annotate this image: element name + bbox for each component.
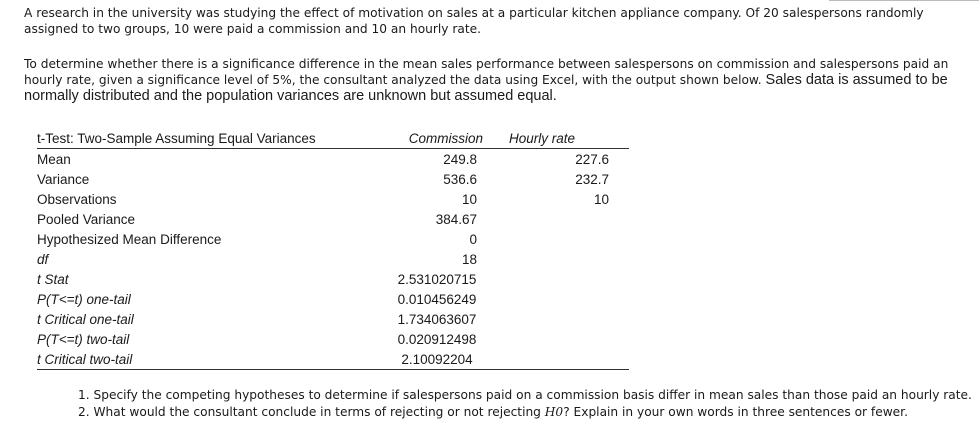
table-row (37, 269, 629, 289)
hourly-value (485, 329, 629, 349)
row-label: t Critical two-tail (37, 351, 133, 367)
question-1: 1. Specify the competing hypotheses to determine if salespersons paid on a commission basis differ in mean sales than those paid an hourly rate. (78, 388, 972, 402)
table-row (37, 349, 629, 370)
table-row (37, 169, 629, 189)
table-row (37, 329, 629, 349)
commission-value: 0.010456249 (397, 291, 477, 307)
table-row (37, 249, 629, 269)
hourly-value (485, 209, 629, 229)
commission-value: 2.10092204 (401, 351, 473, 367)
null-hypothesis-symbol: H0 (544, 405, 564, 419)
row-label: P(T<=t) one-tail (37, 291, 131, 307)
row-label: Observations (37, 191, 117, 207)
column-header-hourly-rate: Hourly rate (509, 130, 576, 146)
method-paragraph (24, 56, 969, 104)
hourly-value (485, 289, 629, 309)
hourly-value: 10 (593, 191, 609, 207)
row-label: Variance (37, 171, 90, 187)
question-2 (78, 404, 968, 421)
table-title: t-Test: Two-Sample Assuming Equal Variances (37, 130, 316, 146)
hourly-value (485, 349, 629, 370)
top-right-rule (829, 0, 979, 1)
commission-value: 1.734063607 (397, 311, 477, 327)
row-label: Pooled Variance (37, 211, 136, 227)
row-label: t Critical one-tail (37, 311, 134, 327)
commission-value: 0 (469, 231, 477, 247)
commission-value: 2.531020715 (397, 271, 477, 287)
question-2-text-end: ? Explain in your own words in three sentences or fewer. (563, 405, 908, 419)
intro-paragraph: A research in the university was studying the effect of motivation on sales at a particular kitchen appliance company. Of 20 salespersons randomly assigned to two groups, 10 were paid a commission and 10 an hourly rate. (24, 6, 924, 36)
commission-value: 18 (461, 251, 477, 267)
commission-value: 0.020912498 (397, 331, 477, 347)
commission-value: 10 (461, 191, 477, 207)
row-label: Hypothesized Mean Difference (37, 231, 222, 247)
table-row (37, 309, 629, 329)
hourly-value (485, 249, 629, 269)
table-row (37, 289, 629, 309)
table-header-row (37, 128, 629, 149)
hourly-value (485, 269, 629, 289)
hourly-value: 232.7 (575, 171, 609, 187)
row-label: Mean (37, 151, 71, 167)
questions-list (78, 387, 972, 421)
hourly-value (485, 309, 629, 329)
hourly-value (485, 229, 629, 249)
commission-value: 249.8 (443, 151, 477, 167)
row-label: df (37, 251, 49, 267)
row-label: t Stat (37, 271, 69, 287)
table-row (37, 229, 629, 249)
hourly-value: 227.6 (575, 151, 609, 167)
column-header-commission: Commission (408, 130, 483, 146)
method-paragraph-part1: To determine whether there is a significance difference in the mean sales performance between salespersons on commission and salespersons paid an hourly rate, given a significance level of 5%, the consultant analyzed the data using Excel, with the output shown below. (24, 57, 949, 87)
question-2-text-start: 2. What would the consultant conclude in terms of rejecting or not rejecting (78, 405, 545, 419)
row-label: P(T<=t) two-tail (37, 331, 130, 347)
table-row (37, 209, 629, 229)
commission-value: 384.67 (435, 211, 477, 227)
commission-value: 536.6 (443, 171, 477, 187)
table-row (37, 149, 629, 170)
ttest-output-table (37, 128, 629, 370)
table-row (37, 189, 629, 209)
method-paragraph-part2: Sales data is assumed to be normally distributed and the population variances are unknown but assumed equal. (24, 72, 948, 104)
